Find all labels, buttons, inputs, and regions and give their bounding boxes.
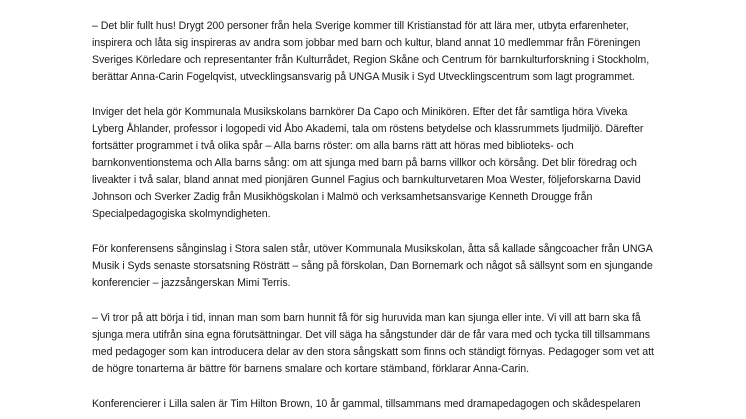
text-line: inspirera och låta sig inspireras av andra som jobbar med barn och kultur, bland annat 10 medlemmar från Föreningen	[92, 37, 641, 49]
text-line: liveakter i två salar, bland annat med pionjären Gunnel Fagius och barnkulturvetaren Moa Wester, följeforskarna David	[92, 174, 641, 186]
text-line: konferencier – jazzsångerskan Mimi Terris.	[92, 277, 291, 289]
text-line: – Vi tror på att börja i tid, innan man som barn hunnit få för sig huruvida man kan sjunga eller inte. Vi vill att barn ska få	[92, 312, 641, 324]
text-line: sjunga mera utifrån sina egna förutsättningar. Det vill säga ha sångstunder där de får vara med och tycka till tillsammans	[92, 329, 651, 341]
text-line: – Det blir fullt hus! Drygt 200 personer från hela Sverige kommer till Kristianstad för att lära mer, utbyta erfarenheter,	[92, 20, 629, 32]
text-line: de högre tonarterna är bättre för barnens smalare och kortare stämband, förklarar Anna-Carin.	[92, 363, 529, 375]
text-line: För konferensens sånginslag i Stora salen står, utöver Kommunala Musikskolan, åtta så kallade sångcoacher från UNGA	[92, 243, 653, 255]
text-line: Musik i Syds senaste storsatsning Rösträtt – sång på förskolan, Dan Bornemark och något så sällsynt som en sjungande	[92, 260, 653, 272]
text-line: Konferencierer i Lilla salen är Tim Hilton Brown, 10 år gammal, tillsammans med dramapedagogen och skådespelaren	[92, 398, 641, 410]
text-line: barnkonventionstema och Alla barns sång: om att sjunga med barn på barns villkor och körsång. Det blir föredrag och	[92, 157, 637, 169]
text-line: Lyberg Åhlander, professor i logopedi vid Åbo Akademi, tala om röstens betydelse och klassrummets ljudmiljö. Därefter	[92, 123, 644, 135]
text-line: Johnson och Sverker Zadig från Musikhögskolan i Malmö och verksamhetsansvarige Kenneth Drougge från	[92, 191, 593, 203]
text-line: Inviger det hela gör Kommunala Musikskolans barnkörer Da Capo och Minikören. Efter det får samtliga höra Viveka	[92, 106, 628, 118]
text-line: Sveriges Körledare och representanter från Kulturrådet, Region Skåne och Centrum för barnkulturforskning i Stockholm,	[92, 54, 650, 66]
text-line: Specialpedagogiska skolmyndigheten.	[92, 208, 271, 220]
text-line: berättar Anna-Carin Fogelqvist, utvecklingsansvarig på UNGA Musik i Syd Utvecklingscentrum som lagt programmet.	[92, 71, 635, 83]
text-line: med pedagoger som kan introducera delar av den stora sångskatt som finns och ständigt förnyas. Pedagoger som vet att	[92, 346, 654, 358]
text-line: fortsätter programmet i två olika spår – Alla barns röster: om alla barns rätt att höras med biblioteks- och	[92, 140, 574, 152]
